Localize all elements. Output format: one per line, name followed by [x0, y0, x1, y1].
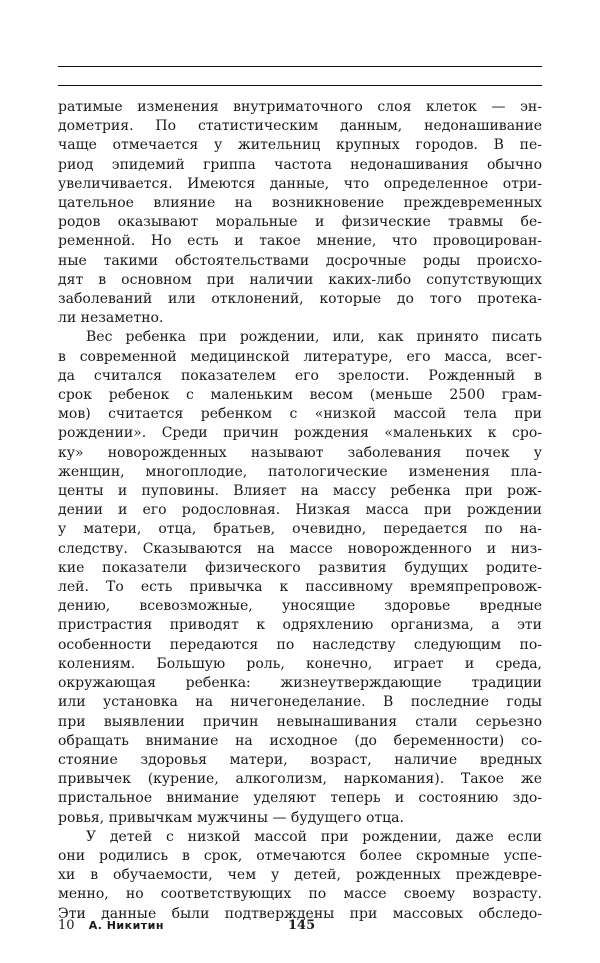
text-line: у матери, отца, братьев, очевидно, передается по на-	[58, 521, 542, 538]
text-line: лей. То есть привычка к пассивному времяпрепровож-	[58, 579, 542, 596]
text-line: пристрастия приводят к одряхлению организма, а эти	[58, 617, 542, 634]
page-footer	[58, 918, 542, 938]
text-line: ременной. Но есть и такое мнение, что провоцирован-	[58, 233, 542, 250]
text-line: заболеваний или отклонений, которые до того протека-	[58, 291, 542, 308]
text-line: ратимые изменения внутриматочного слоя клеток — эн-	[58, 99, 542, 115]
text-line: пристальное внимание уделяют теперь и состоянию здо-	[58, 790, 542, 807]
text-line: кие показатели физического развития будущих родите-	[58, 559, 542, 576]
text-line: цательное влияние на возникновение преждевременных	[58, 195, 542, 212]
signature-number: 10	[58, 918, 75, 933]
text-line: увеличивается. Имеются данные, что определенное отри-	[58, 175, 542, 192]
text-line: окружающая ребенка: жизнеутверждающие традиции	[58, 675, 542, 692]
text-line: чаще отмечается у жительниц крупных городов. В пе-	[58, 137, 542, 154]
text-line: при выявлении причин невынашивания стали серьезно	[58, 713, 542, 730]
text-line: дят в основном при наличии каких-либо сопутствующих	[58, 271, 542, 288]
text-line: родов оказывают моральные и физические травмы бе-	[58, 214, 542, 231]
text-line: Эти данные были подтверждены при массовых обследо-	[58, 905, 542, 922]
text-line: Вес ребенка при рождении, или, как принято писать	[86, 329, 542, 346]
text-line: колениям. Большую роль, конечно, играет и среда,	[58, 655, 542, 672]
text-line: в современной медицинской литературе, его масса, всег-	[58, 348, 542, 365]
text-line: ку» новорожденных называют заболевания почек у	[58, 444, 542, 461]
text-line: они родились в срок, отмечаются более скромные успе-	[58, 847, 542, 864]
text-line: дении и его родословная. Низкая масса при рождении	[58, 502, 542, 519]
text-line: обращать внимание на исходное (до беременности) со-	[58, 732, 542, 749]
text-line: менно, но соответствующих по массе своему возрасту.	[58, 886, 542, 903]
text-line: хи в обучаемости, чем у детей, рожденных преждевре-	[58, 867, 542, 884]
text-line: дению, всевозможные, уносящие здоровье вредные	[58, 598, 542, 615]
text-line: рождении». Среди причин рождения «маленьких к сро-	[58, 425, 542, 442]
text-line: центы и пуповины. Влияет на массу ребенка при рож-	[58, 483, 542, 500]
text-line: ровья, привычкам мужчины — будущего отца.	[58, 809, 404, 826]
text-line: риод эпидемий гриппа частота недонашивания обычно	[58, 156, 542, 173]
signature-author: А. Никитин	[88, 919, 164, 932]
text-line: мов) считается ребенком с «низкой массой тела при	[58, 406, 542, 423]
text-line: стояние здоровья матери, возраст, наличие вредных	[58, 751, 542, 768]
text-line: привычек (курение, алкоголизм, наркомания). Такое же	[58, 771, 542, 788]
text-line: ли незаметно.	[58, 310, 164, 327]
page-body	[58, 98, 542, 924]
text-line: следству. Сказываются на массе новорожденного и низ-	[58, 540, 542, 557]
text-line: У детей с низкой массой при рождении, даже если	[86, 828, 542, 845]
text-line: дометрия. По статистическим данным, недонашивание	[58, 118, 542, 135]
printer-signature	[58, 918, 164, 933]
text-line: да считался показателем его зрелости. Рожденный в	[58, 367, 542, 384]
text-line: или установка на ничегонеделание. В последние годы	[58, 694, 542, 711]
page-number: 145	[288, 918, 316, 933]
text-line: ные такими обстоятельствами досрочные роды происхо-	[58, 252, 542, 269]
paragraph-1	[58, 98, 542, 328]
text-line: особенности передаются по наследству следующим по-	[58, 636, 542, 653]
text-line: срок ребенок с маленьким весом (меньше 2500 грам-	[58, 387, 542, 404]
paragraph-2	[58, 328, 542, 827]
paragraph-3	[58, 828, 542, 924]
header-rule	[58, 85, 542, 86]
text-line: женщин, многоплодие, патологические изменения пла-	[58, 463, 542, 480]
top-rule	[58, 66, 542, 67]
